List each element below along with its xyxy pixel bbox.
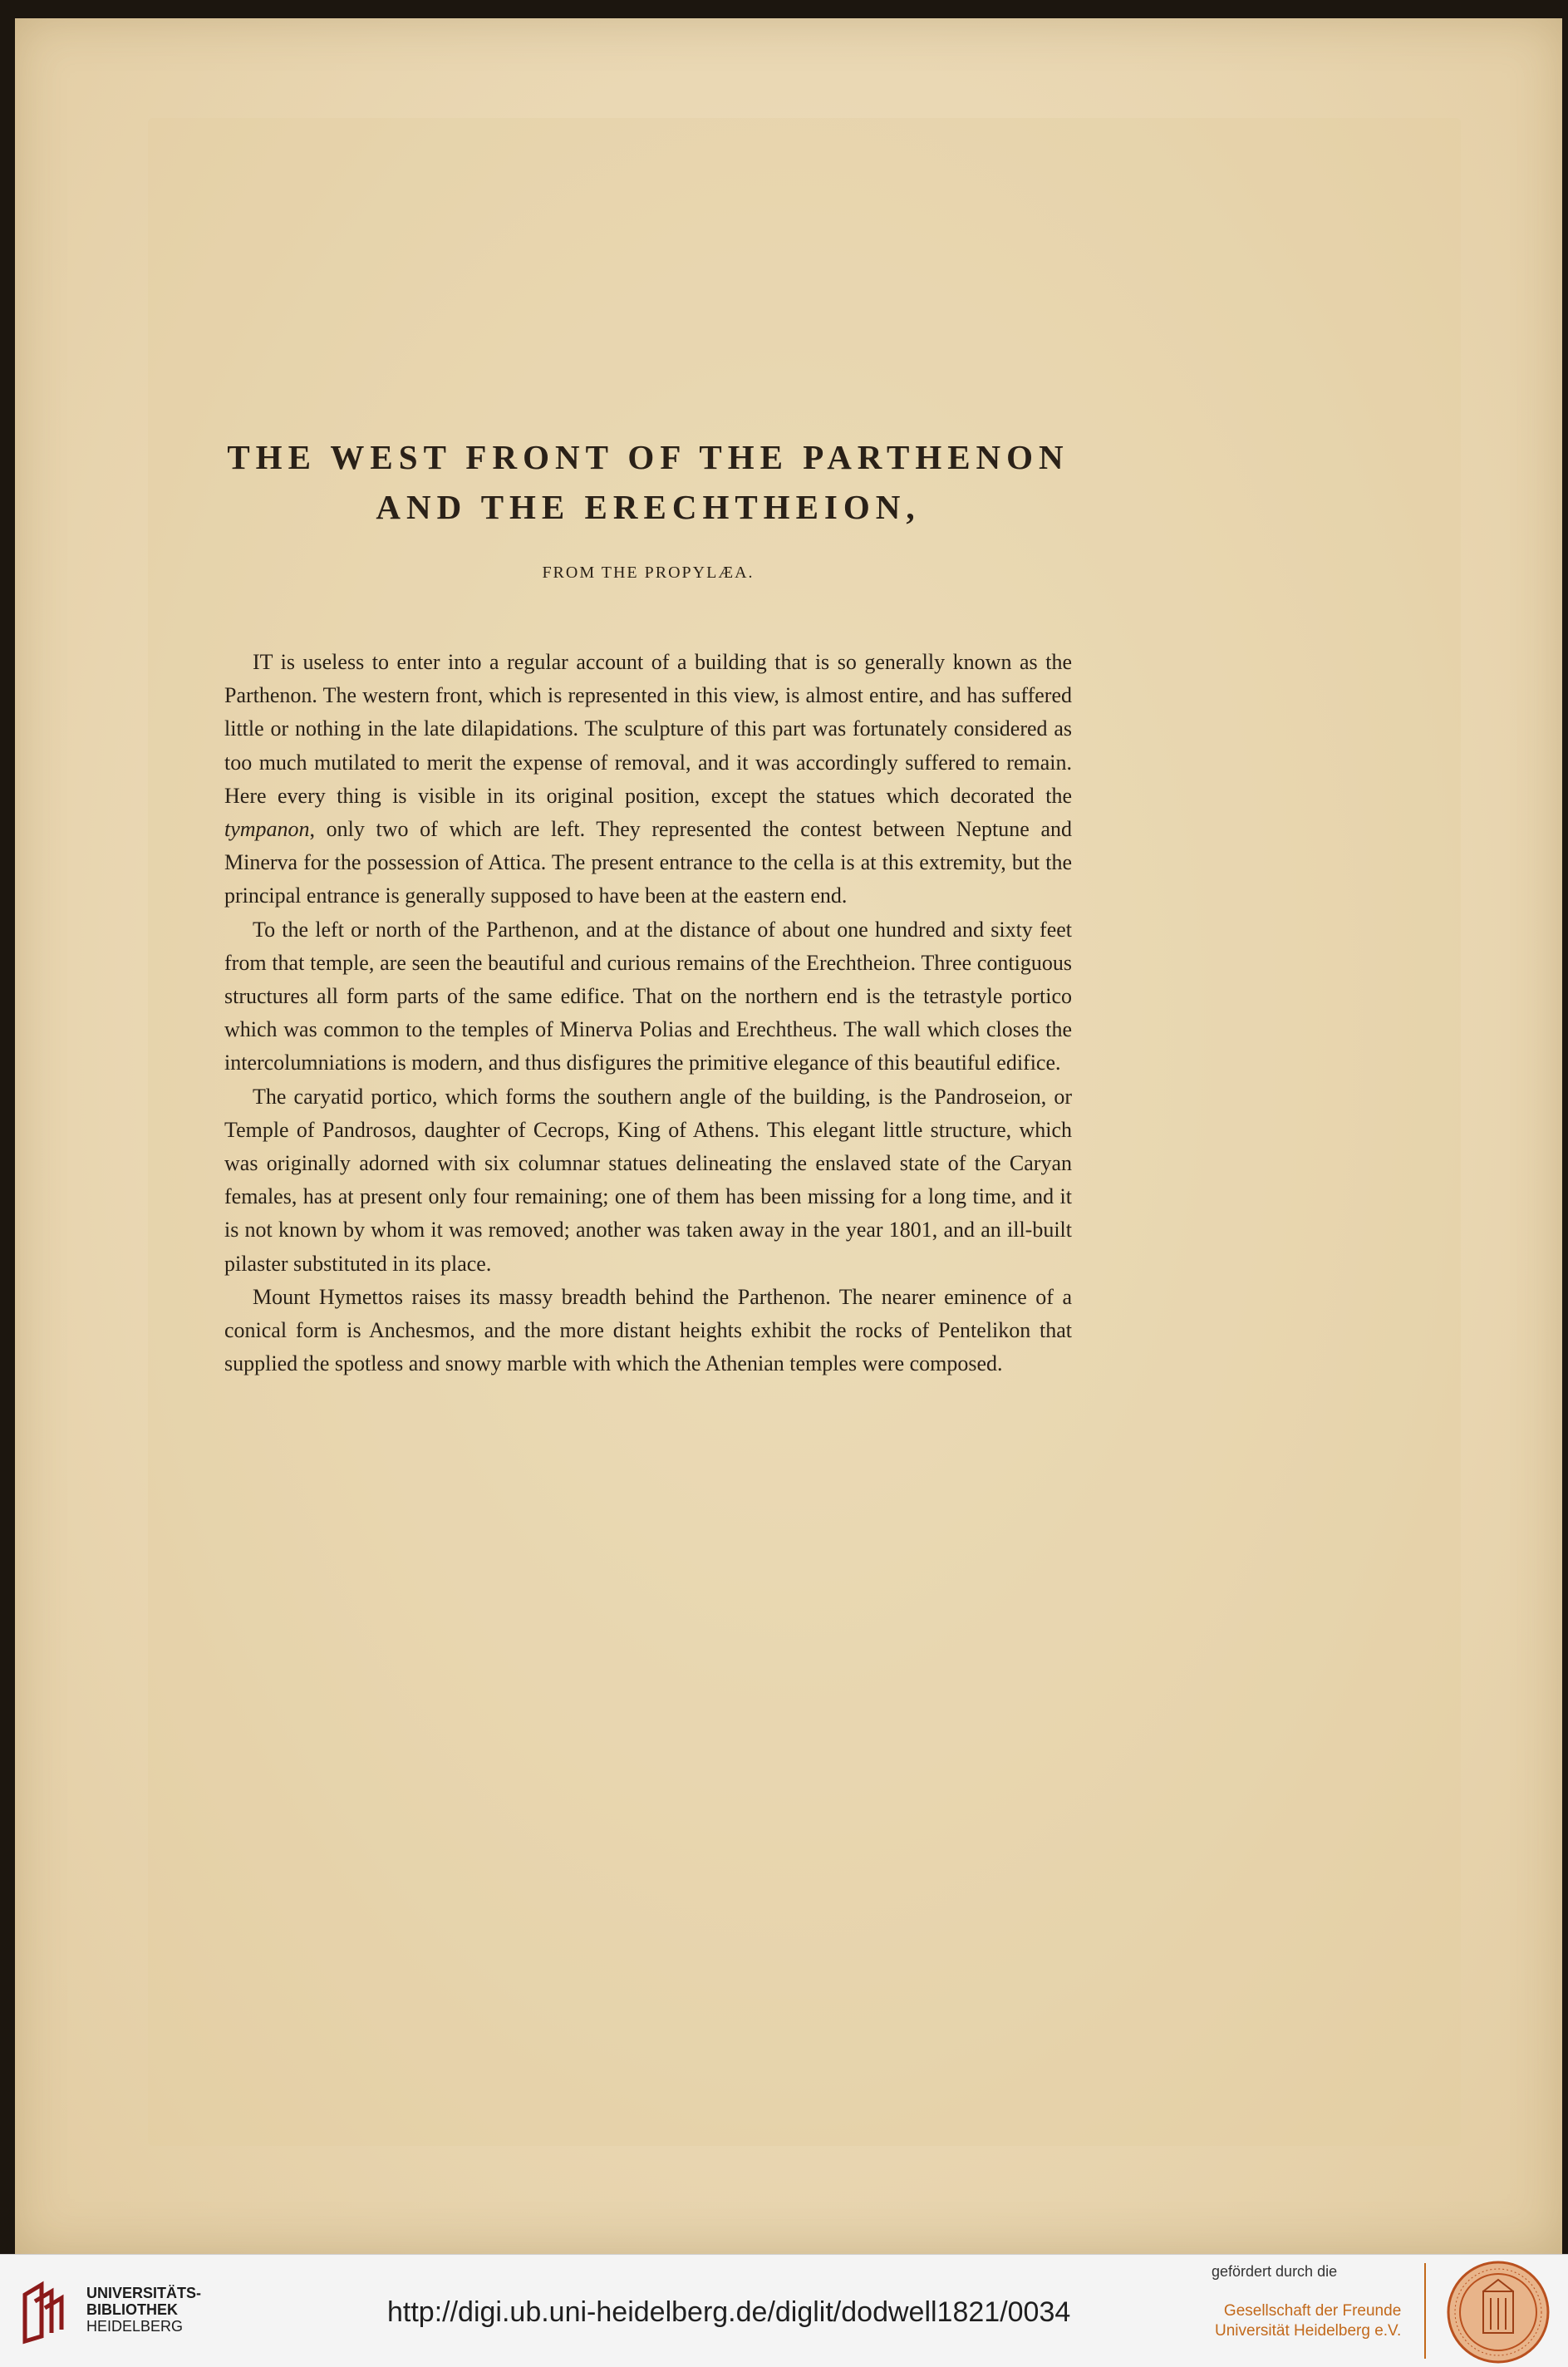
- page-text: [224, 432, 1072, 1380]
- paragraph-1-italic: tympanon: [224, 817, 310, 842]
- sponsor-divider: [1424, 2263, 1426, 2359]
- sponsor-name-line-1: Gesellschaft der Freunde: [1223, 2302, 1402, 2320]
- permalink-url[interactable]: http://digi.ub.uni-heidelberg.de/diglit/dodwell1821/0034: [387, 2296, 1071, 2328]
- library-name-line-3: HEIDELBERG: [86, 2318, 184, 2335]
- sponsor-label: gefördert durch die: [1212, 2263, 1338, 2280]
- sponsor-name[interactable]: [1215, 2301, 1401, 2341]
- viewer-footer: [0, 2254, 1568, 2367]
- page-subtitle: FROM THE PROPYLÆA.: [542, 563, 755, 582]
- paragraph-1-after: , only two of which are left. They represented the contest between Neptune and Minerva for the possession of Attica. The present entrance to the cella is at this extremity, but the principal entrance is generally supposed to have been at the eastern end.: [224, 817, 1072, 908]
- library-name-line-1: UNIVERSITÄTS-: [86, 2285, 202, 2301]
- ub-heidelberg-logo-icon: [17, 2278, 75, 2345]
- university-seal-icon: [1446, 2260, 1551, 2365]
- paragraph-2: To the left or north of the Parthenon, and at the distance of about one hundred and sixty feet from that temple, are seen the beautiful and curious remains of the Erechtheion. Three contiguous structures all form parts of the same edifice. That on the northern end is the tetrastyle portico which was common to the temples of Minerva Polias and Erechtheus. The wall which closes the intercolumniations is modern, and thus disfigures the primitive elegance of this beautiful edifice.: [224, 917, 1072, 1075]
- paragraph-4: Mount Hymettos raises its massy breadth behind the Parthenon. The nearer eminence of a conical form is Anchesmos, and the more distant heights exhibit the rocks of Pentelikon that supplied the spotless and snowy marble with which the Athenian temples were composed.: [224, 1284, 1072, 1376]
- library-name-line-2: BIBLIOTHEK: [86, 2301, 178, 2318]
- paragraph-1: [224, 646, 1072, 913]
- sponsor-name-line-2: Universität Heidelberg e.V.: [1215, 2322, 1402, 2340]
- page-title: [224, 432, 1072, 532]
- title-line-1: THE WEST FRONT OF THE PARTHENON: [227, 438, 1069, 476]
- title-line-2: AND THE ERECHTHEION,: [376, 488, 921, 526]
- library-name: [86, 2285, 201, 2335]
- paragraph-1-before: IT is useless to enter into a regular account of a building that is so generally known as the Parthenon. The western front, which is represented in this view, is almost entire, and has suffered little or nothing in the late dilapidations. The sculpture of this part was fortunately considered as too much mutilated to merit the expense of removal, and it was accordingly suffered to remain. Here every thing is visible in its original position, except the statues which decorated the: [224, 650, 1072, 808]
- paragraph-3: The caryatid portico, which forms the southern angle of the building, is the Pandroseion, or Temple of Pandrosos, daughter of Cecrops, King of Athens. This elegant little structure, which was originally adorned with six columnar statues delineating the enslaved state of the Caryan females, has at present only four remaining; one of them has been missing for a long time, and it is not known by whom it was removed; another was taken away in the year 1801, and an ill-built pilaster substituted in its place.: [224, 1084, 1072, 1276]
